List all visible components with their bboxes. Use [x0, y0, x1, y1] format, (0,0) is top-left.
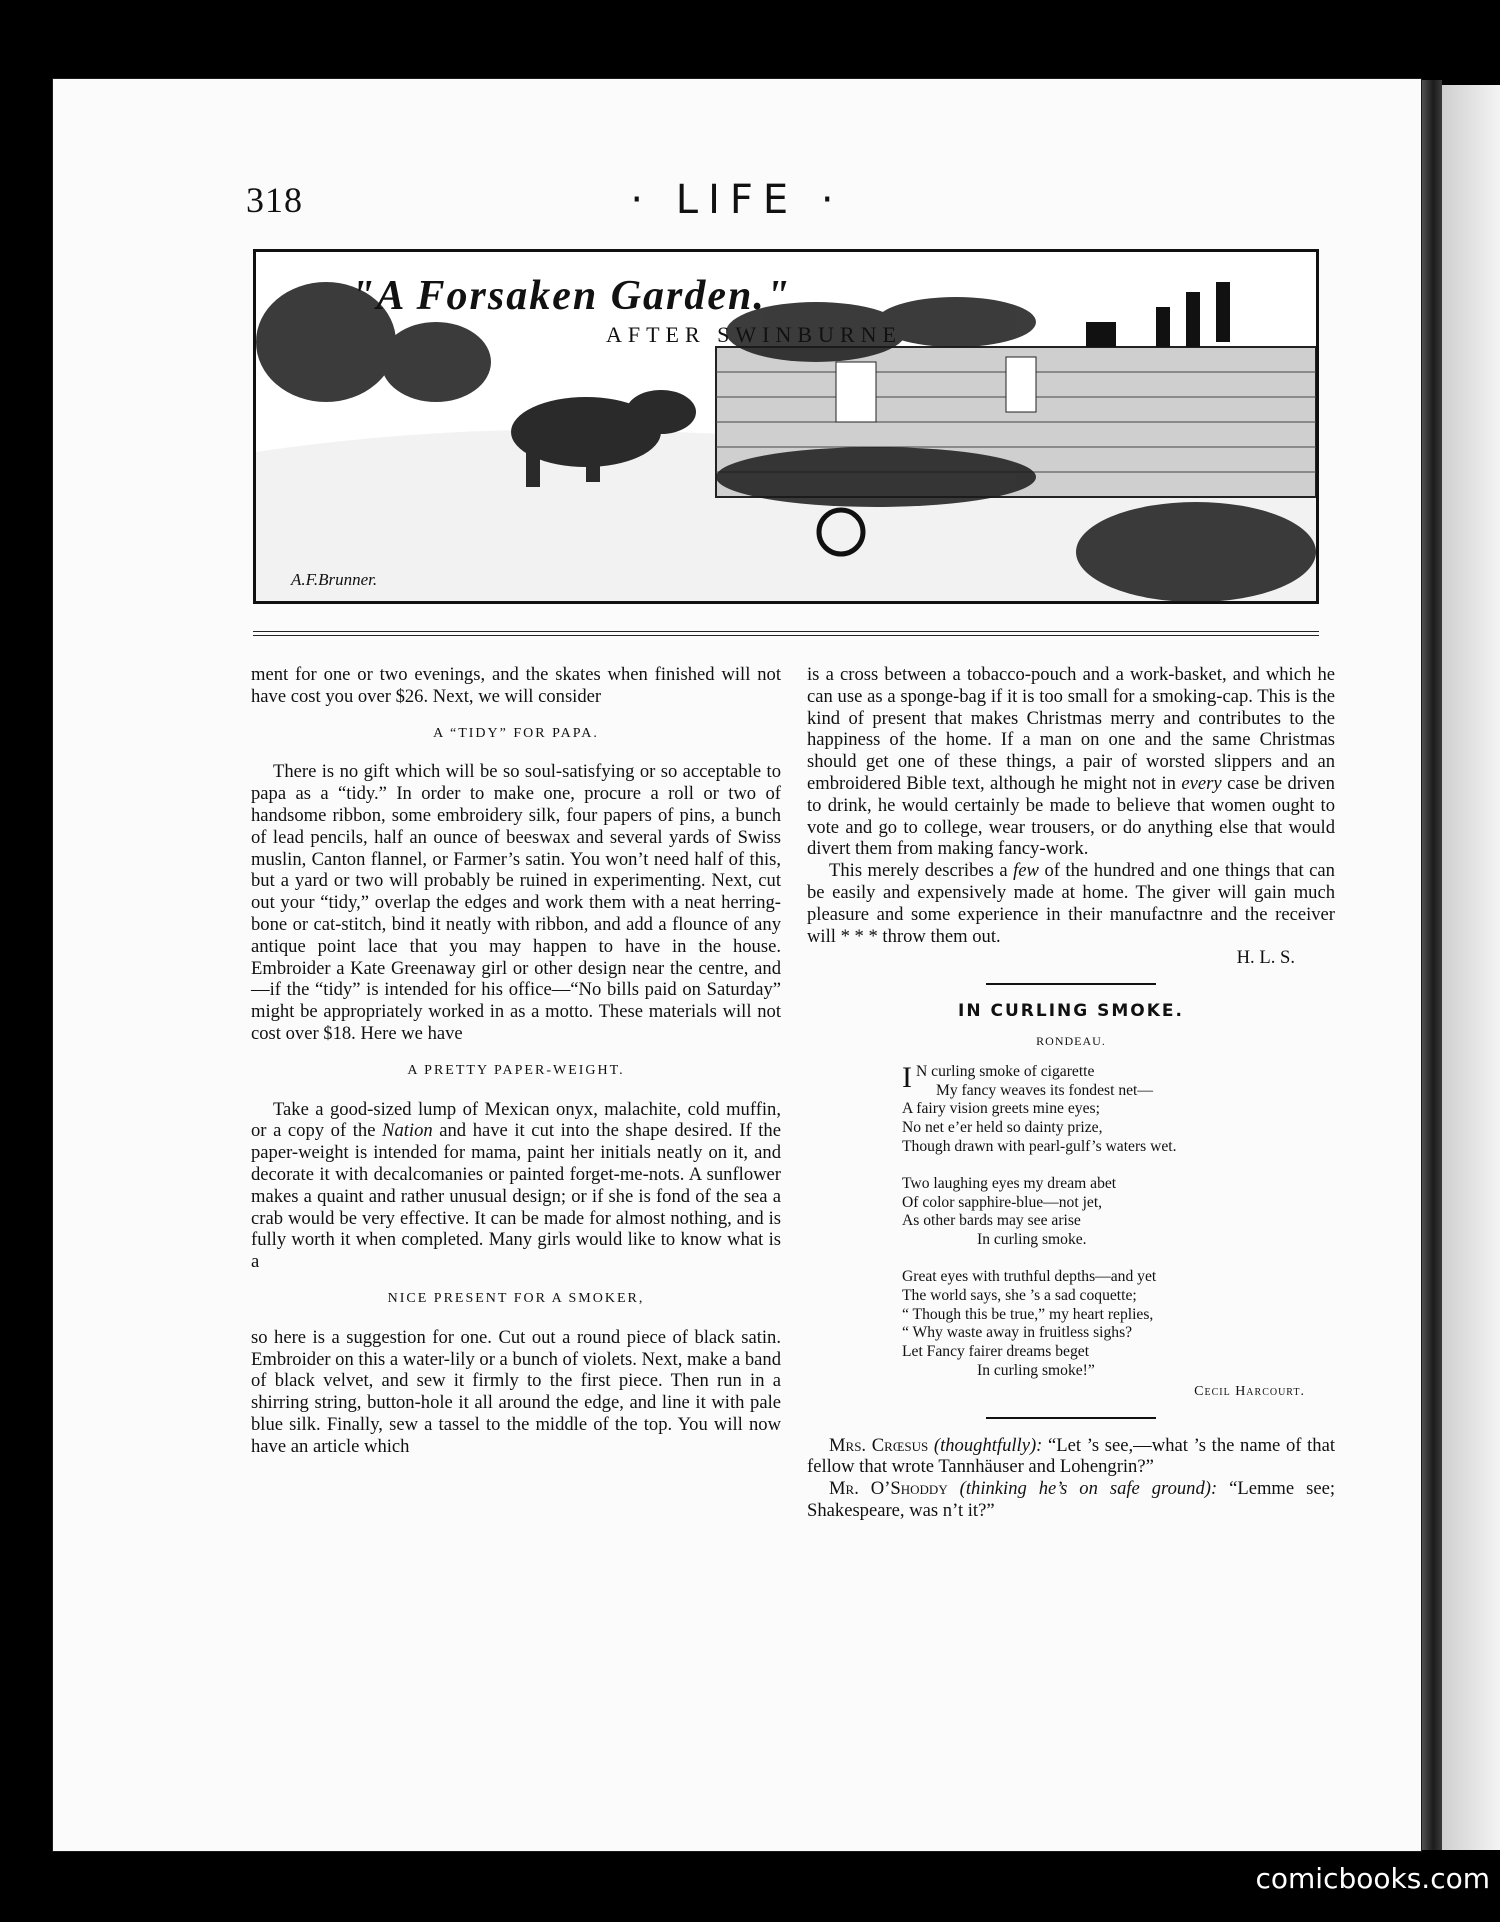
book-spine-shadow — [1420, 80, 1442, 1850]
poem-author: Cecil Harcourt. — [1194, 1383, 1305, 1399]
poem-line: No net e’er held so dainty prize, — [902, 1119, 1103, 1137]
divider-rule — [986, 983, 1156, 985]
poem-line: My fancy weaves its fondest net— — [936, 1081, 1153, 1099]
dialogue-line: Mrs. Crœsus (thoughtfully): “Let ’s see,—what ’s the name of that fellow that wrote Tannhäuser and Lohengrin?” — [807, 1434, 1335, 1478]
poem-line: The world says, she ’s a sad coquette; — [902, 1286, 1137, 1304]
poem-title: IN CURLING SMOKE. — [958, 1001, 1184, 1022]
header-illustration — [253, 249, 1319, 604]
left-column — [251, 664, 781, 1458]
right-column — [807, 664, 1335, 1522]
running-head: · LIFE · — [630, 177, 844, 223]
paragraph: This merely describes a few of the hundred and one things that can be easily and expensively made at home. The giver will gain much pleasure and some experience in their manufactnre and the receiver will * * * throw them out. — [807, 860, 1335, 947]
poem-subtitle: RONDEAU. — [1036, 1033, 1106, 1048]
poem-line: Let Fancy fairer dreams beget — [902, 1343, 1090, 1361]
poem-line: In curling smoke. — [977, 1231, 1087, 1249]
poem-line: Two laughing eyes my dream abet — [902, 1174, 1117, 1192]
paragraph: ment for one or two evenings, and the skates when finished will not have cost you over $26. Next, we will consider — [251, 664, 781, 707]
poem-line: A fairy vision greets mine eyes; — [902, 1100, 1100, 1118]
paragraph: is a cross between a tobacco-pouch and a work-basket, and which he can use as a sponge-bag if it is too small for a smoking-cap. This is the kind of present that makes Christmas merry and contributes to the happiness of the home. If a man on one and the same Christmas should get one of these things, a pair of worsted slippers and an embroidered Bible text, although he might not in every case be driven to drink, he would certainly be made to believe that women ought to vote and go to college, wear trousers, or do anything else that would divert them from making fancy-work. — [807, 664, 1335, 860]
paragraph: Take a good-sized lump of Mexican onyx, malachite, cold muffin, or a copy of the Nation and have it cut into the shape desired. If the paper-weight is intended for mama, paint her initials neatly on it, and decorate it with decalcomanies or painted forget-me-nots. A sunflower makes a quaint and rather unusual design; or if she is fond of the sea a crab would be very effective. It can be made for almost nothing, and is fully worth it when completed. Many girls would like to know what is a — [251, 1098, 781, 1273]
paragraph: There is no gift which will be so soul-satisfying or so acceptable to papa as a “tidy.” In order to make one, procure a roll or two of handsome ribbon, some embroidery silk, four papers of pins, a bunch of lead pencils, half an ounce of beeswax and several yards of Swiss muslin, Canton flannel, or Farmer’s satin. You won’t need half of this, but a yard or two will probably be ruined in experimenting. Next, cut out your “tidy,” overlap the edges and work them with a neat herring-bone or cat-stitch, bind it neatly with ribbon, and add a flounce of any antique point lace that you may happen to have in the house. Embroider a Kate Greenaway girl or other design near the centre, and—if the “tidy” is intended for his office—“No bills paid on Saturday” might be appropriately worked in as a motto. These materials will not cost over $18. Here we have — [251, 761, 781, 1044]
drop-cap: I — [902, 1060, 912, 1094]
poem-line: In curling smoke!” — [977, 1361, 1095, 1379]
facing-page-edge — [1442, 85, 1500, 1850]
double-rule — [253, 631, 1319, 636]
paragraph: so here is a suggestion for one. Cut out a round piece of black satin. Embroider on this a water-lily or a bunch of violets. Next, make a band of black velvet, and sew it firmly to the first piece. Then run in a shirring string, button-hole it all around the edge, and line it with pale blue silk. Finally, sew a tassel to the middle of the top. You will now have an article which — [251, 1326, 781, 1457]
poem-line: Great eyes with truthful depths—and yet — [902, 1267, 1157, 1285]
illustration-title: "A Forsaken Garden." — [351, 273, 792, 319]
section-heading: A PRETTY PAPER-WEIGHT. — [407, 1062, 625, 1078]
site-watermark: comicbooks.com — [1255, 1862, 1490, 1895]
poem-line: N curling smoke of cigarette — [916, 1062, 1095, 1080]
poem-line: Of color sapphire-blue—not jet, — [902, 1193, 1103, 1211]
poem-line: “ Why waste away in fruitless sighs? — [902, 1324, 1133, 1342]
magazine-page — [52, 78, 1422, 1852]
dialogue-line: Mr. O’Shoddy (thinking he’s on safe ground): “Lemme see; Shakespeare, was n’t it?” — [807, 1478, 1336, 1521]
poem-line: Though drawn with pearl-gulf’s waters wet. — [902, 1137, 1177, 1155]
illustration-subtitle: AFTER SWINBURNE — [606, 322, 902, 347]
artist-signature: A.F.Brunner. — [291, 570, 378, 589]
poem-line: As other bards may see arise — [902, 1212, 1081, 1230]
article-signature: H. L. S. — [1236, 947, 1295, 969]
page-number: 318 — [246, 180, 303, 220]
section-heading: A “TIDY” FOR PAPA. — [433, 725, 599, 741]
poem-body — [902, 1060, 1335, 1381]
poem-line: “ Though this be true,” my heart replies, — [902, 1305, 1154, 1323]
divider-rule — [986, 1417, 1156, 1419]
section-heading: NICE PRESENT FOR A SMOKER, — [387, 1290, 645, 1306]
